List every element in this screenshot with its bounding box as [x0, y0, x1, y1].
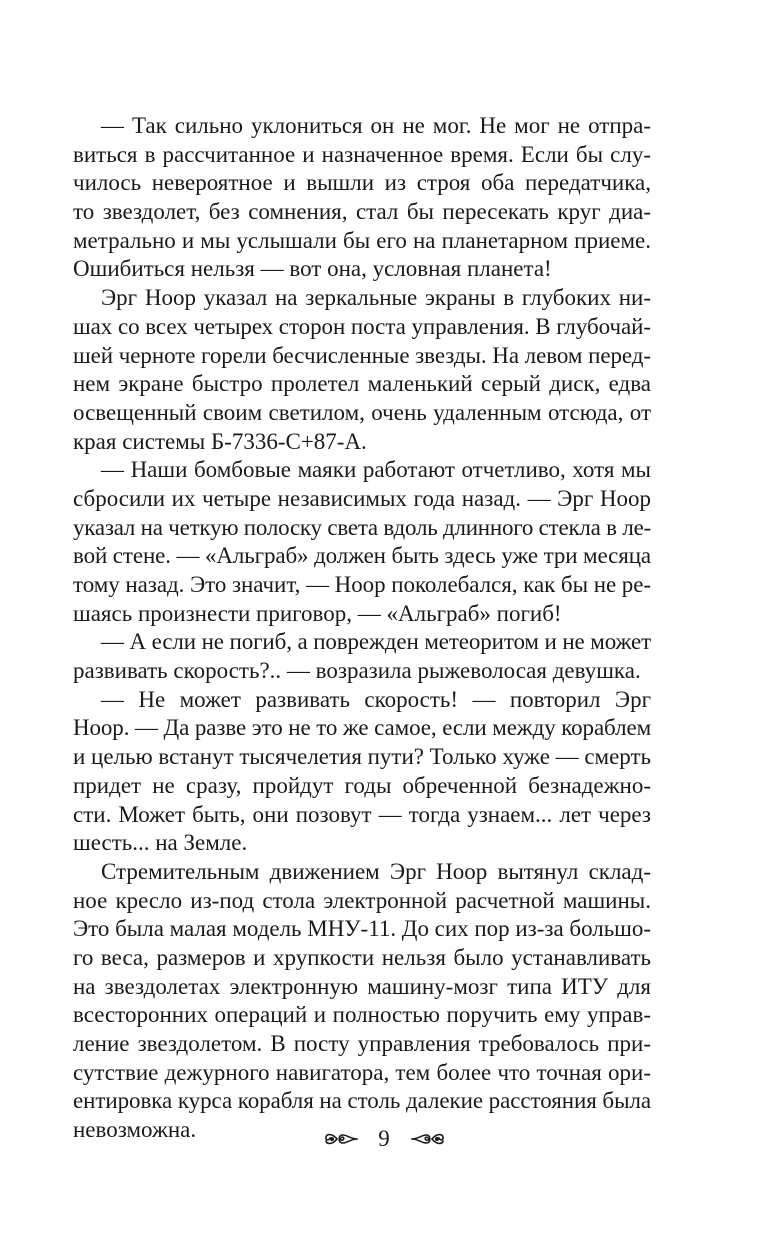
- page-number: 9: [378, 1125, 390, 1151]
- text-line: Ноор. — Да разве это не то же самое, если между кораблем: [73, 715, 652, 741]
- text-line: Это была малая модель МНУ-11. До сих пор из-за большо-: [73, 916, 651, 942]
- text-line: шах со всех четырех сторон поста управления. В глубочай-: [73, 313, 651, 339]
- text-line: всесторонних операций и полностью поручить ему управ-: [73, 1002, 651, 1028]
- paragraph: [73, 284, 651, 456]
- paragraph: [73, 858, 651, 1145]
- left-ornament-icon: [323, 1128, 359, 1150]
- paragraph: [73, 628, 651, 685]
- text-line: невозможна.: [73, 1117, 197, 1143]
- text-line: ное кресло из-под стола электронной расчетной машины.: [73, 887, 651, 913]
- text-line: сти. Может быть, они позовут — тогда узнаем... лет через: [73, 801, 651, 827]
- text-line: — Так сильно уклониться он не мог. Не мог не отпра-: [101, 113, 651, 138]
- text-line: шаясь произнести приговор, — «Альграб» погиб!: [73, 600, 562, 626]
- text-line: Стремительным движением Эрг Ноор вытянул склад-: [101, 858, 651, 884]
- text-line: шей черноте горели бесчисленные звезды. На левом перед-: [73, 342, 651, 368]
- paragraph: [73, 112, 651, 284]
- text-line: — Не может развивать скорость! — повторил Эрг: [101, 686, 651, 712]
- text-line: Эрг Ноор указал на зеркальные экраны в глубоких ни-: [101, 285, 651, 311]
- text-line: освещенный своим светилом, очень удаленным отсюда, от: [73, 399, 651, 425]
- text-line: Ошибиться нельзя — вот она, условная планета!: [73, 256, 552, 282]
- text-line: тому назад. Это значит, — Ноор поколебался, как бы не ре-: [73, 572, 652, 597]
- text-line: — Наши бомбовые маяки работают отчетливо, хотя мы: [101, 457, 651, 483]
- paragraph: [73, 686, 651, 858]
- text-line: развивать скорость?.. — возразила рыжеволосая девушка.: [73, 658, 641, 684]
- text-line: придет не сразу, пройдут годы обреченной безнадежно-: [73, 772, 651, 798]
- paragraph: [73, 456, 651, 628]
- text-line: сутствие дежурного навигатора, тем более что точная ори-: [73, 1059, 651, 1085]
- text-line: метрально и мы услышали бы его на планетарном приеме.: [73, 227, 651, 253]
- text-line: — А если не погиб, а поврежден метеоритом и не может: [101, 629, 652, 655]
- text-line: шесть... на Земле.: [73, 830, 248, 856]
- text-line: вой стене. — «Альграб» должен быть здесь уже три месяца: [73, 543, 652, 569]
- text-line: го веса, размеров и хрупкости нельзя было устанавливать: [73, 944, 651, 970]
- text-line: сбросили их четыре независимых года назад. — Эрг Ноор: [73, 485, 651, 511]
- page-footer: [0, 1122, 768, 1154]
- text-line: чилось невероятное и вышли из строя оба передатчика,: [73, 170, 651, 196]
- text-line: виться в рассчитанное и назначенное время. Если бы слу-: [73, 141, 651, 167]
- text-line: на звездолетах электронную машину-мозг типа ИТУ для: [73, 973, 651, 999]
- text-line: и целью встанут тысячелетия пути? Только хуже — смерть: [73, 744, 651, 770]
- text-line: нем экране быстро пролетел маленький серый диск, едва: [73, 371, 651, 397]
- text-line: указал на четкую полоску света вдоль длинного стекла в ле-: [73, 514, 651, 540]
- text-line: ление звездолетом. В посту управления требовалось при-: [73, 1031, 651, 1056]
- text-line: то звездолет, без сомнения, стал бы пересекать круг диа-: [73, 199, 651, 225]
- text-line: края системы Б-7336-С+87-А.: [73, 428, 367, 454]
- body-text: [73, 112, 651, 1145]
- right-ornament-icon: [410, 1128, 446, 1150]
- text-line: ентировка курса корабля на столь далекие расстояния была: [73, 1088, 652, 1114]
